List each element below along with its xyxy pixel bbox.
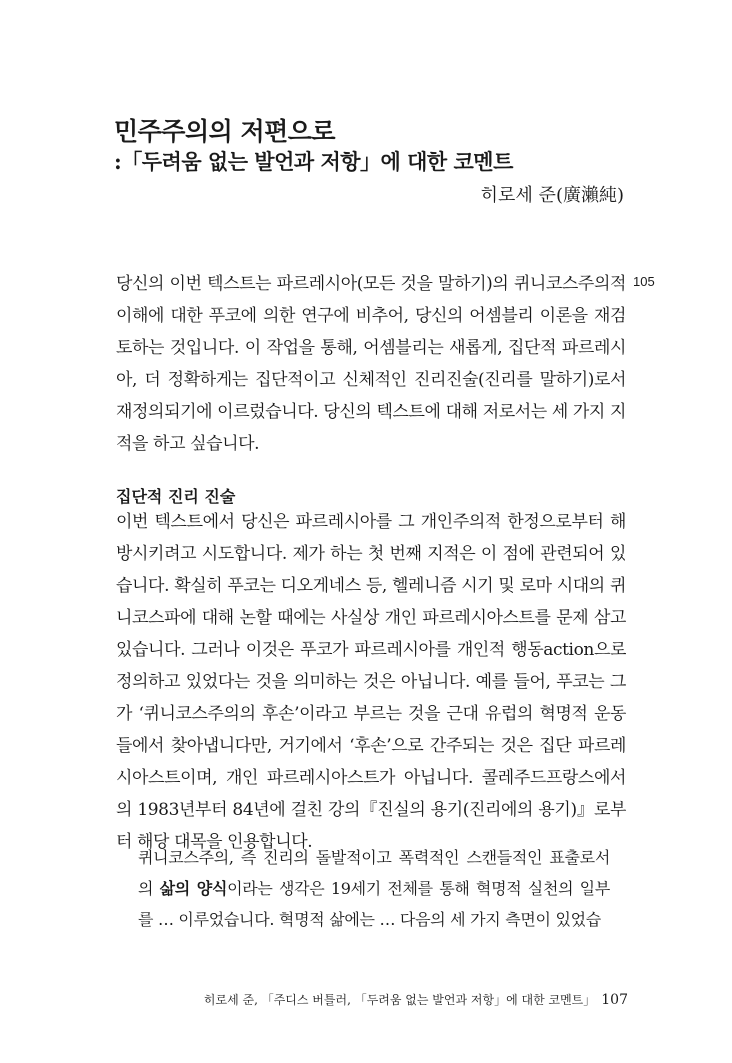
quote-emphasis: 삶의 양식 bbox=[159, 879, 228, 898]
quote-text-after: 이라는 생각은 19세기 전체를 통해 혁명적 실천의 일부를 … 이루었습니다. 혁명적 삶에는 … 다음의 세 가지 측면이 있었습 bbox=[138, 879, 610, 929]
margin-page-reference: 105 bbox=[633, 274, 655, 289]
article-title: 민주주의의 저편으로 bbox=[114, 117, 336, 146]
page-footer bbox=[204, 991, 628, 1008]
article-subtitle: :「두려움 없는 발언과 저항」에 대한 코멘트 bbox=[114, 149, 513, 174]
author-name: 히로세 준(廣瀨純) bbox=[480, 185, 624, 206]
section-heading: 집단적 진리 진술 bbox=[116, 487, 236, 506]
quote-text-before: 퀴니코스주의, 즉 진리의 돌발적이고 폭력적인 스캔들적인 표출로서의 bbox=[138, 848, 610, 898]
body-paragraph-2: 이번 텍스트에서 당신은 파르레시아를 그 개인주의적 한정으로부터 해방시키려고 시도합니다. 제가 하는 첫 번째 지적은 이 점에 관련되어 있습니다. 확실히 푸코는 디오게네스 등, 헬레니즘 시기 및 로마 시대의 퀴니코스파에 대해 논할 때에는 사실상 개인 파르레시아스트를 문제 삼고 있습니다. 그러나 이것은 푸코가 파르레시아를 개인적 행동action으로 정의하고 있었다는 것을 의미하는 것은 아닙니다. 예를 들어, 푸코는 그가 ‘퀴니코스주의의 후손’이라고 부르는 것을 근대 유럽의 혁명적 운동들에서 찾아냅니다만, 거기에서 ‘후손’으로 간주되는 것은 집단 파르레시아스트이며, 개인 파르레시아스트가 아닙니다. 콜레주드프랑스에서의 1983년부터 84년에 걸친 강의『진실의 용기(진리에의 용기)』로부터 해당 대목을 인용합니다. bbox=[116, 512, 626, 852]
page-number: 107 bbox=[601, 992, 628, 1008]
body-paragraph-1: 당신의 이번 텍스트는 파르레시아(모든 것을 말하기)의 퀴니코스주의적 이해에 대한 푸코에 의한 연구에 비추어, 당신의 어셈블리 이론을 재검토하는 것입니다. 이 작업을 통해, 어셈블리는 새롭게, 집단적 파르레시아, 더 정확하게는 집단적이고 신체적인 진리진술(진리를 말하기)로서 재정의되기에 이르렀습니다. 당신의 텍스트에 대해 저로서는 세 가지 지적을 하고 싶습니다. bbox=[116, 274, 626, 454]
block-quote bbox=[138, 842, 610, 935]
running-head: 히로세 준, 「주디스 버틀러, 「두려움 없는 발언과 저항」에 대한 코멘트」 bbox=[203, 993, 596, 1007]
